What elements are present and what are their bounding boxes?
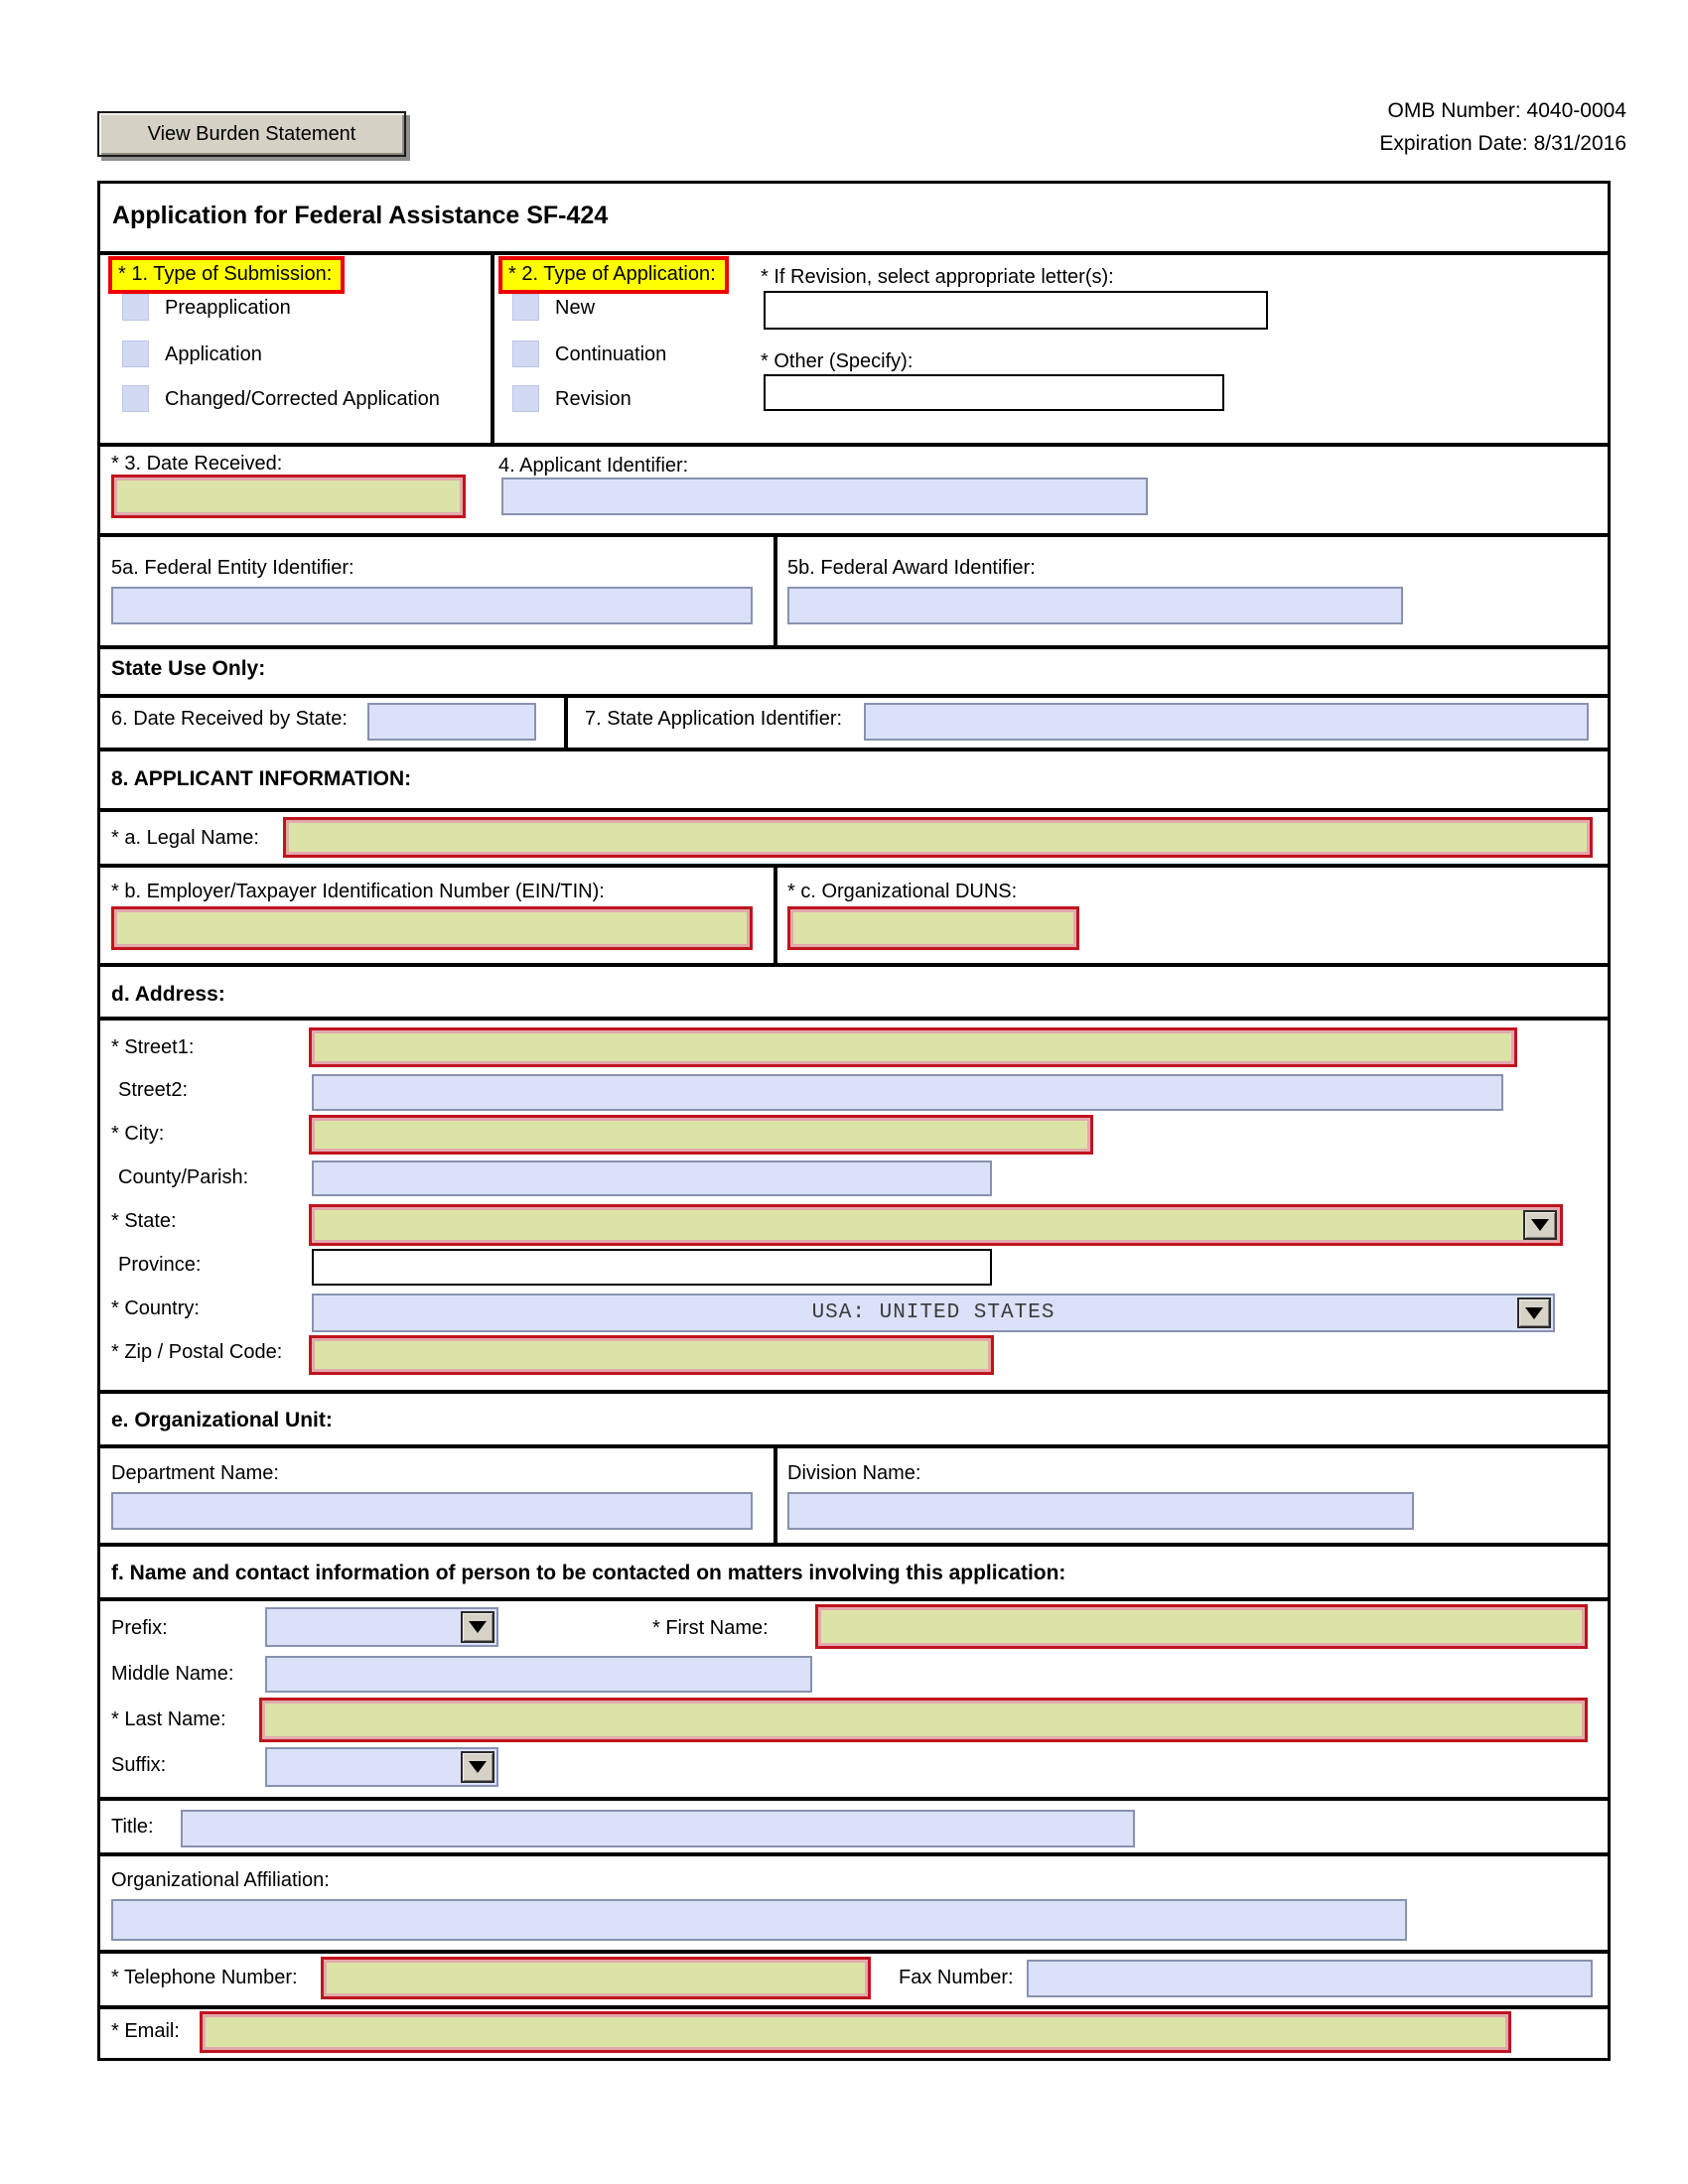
fax-input[interactable] bbox=[1027, 1960, 1593, 1997]
fax-label: Fax Number: bbox=[899, 1967, 1014, 1988]
sf424-form bbox=[97, 181, 1611, 2061]
prefix-dropdown-arrow-icon[interactable] bbox=[461, 1611, 494, 1643]
duns-label: * c. Organizational DUNS: bbox=[787, 881, 1018, 902]
county-parish-input[interactable] bbox=[312, 1160, 992, 1196]
view-burden-statement-button[interactable]: View Burden Statement bbox=[97, 111, 406, 157]
divider bbox=[774, 533, 777, 645]
street1-label: * Street1: bbox=[111, 1036, 195, 1058]
omb-number-text: OMB Number: 4040-0004 bbox=[1387, 99, 1626, 122]
last-name-label: * Last Name: bbox=[111, 1708, 226, 1730]
country-value: USA: UNITED STATES bbox=[811, 1301, 1055, 1324]
org-unit-section-label: e. Organizational Unit: bbox=[111, 1409, 333, 1432]
divider bbox=[100, 1797, 1608, 1801]
if-revision-label: * If Revision, select appropriate letter(s): bbox=[761, 266, 1114, 288]
suffix-dropdown-arrow-icon[interactable] bbox=[461, 1751, 494, 1783]
other-specify-input[interactable] bbox=[764, 374, 1224, 411]
applicant-identifier-input[interactable] bbox=[501, 478, 1148, 515]
date-received-label: * 3. Date Received: bbox=[111, 453, 283, 475]
divider bbox=[100, 1444, 1608, 1448]
state-dropdown-arrow-icon[interactable] bbox=[1523, 1210, 1557, 1240]
suffix-dropdown[interactable] bbox=[265, 1747, 498, 1787]
federal-award-identifier-input[interactable] bbox=[787, 587, 1403, 624]
revision-letters-input[interactable] bbox=[764, 291, 1268, 330]
state-use-only-label: State Use Only: bbox=[111, 657, 266, 680]
first-name-label: * First Name: bbox=[652, 1617, 769, 1639]
state-application-identifier-input[interactable] bbox=[864, 703, 1589, 741]
changed-corrected-label: Changed/Corrected Application bbox=[165, 388, 440, 410]
department-name-label: Department Name: bbox=[111, 1462, 279, 1484]
divider bbox=[100, 864, 1608, 868]
divider bbox=[100, 1852, 1608, 1856]
federal-award-identifier-label: 5b. Federal Award Identifier: bbox=[787, 557, 1036, 579]
country-label: * Country: bbox=[111, 1297, 200, 1319]
divider bbox=[100, 694, 1608, 698]
new-label: New bbox=[555, 297, 596, 319]
middle-name-label: Middle Name: bbox=[111, 1663, 234, 1685]
other-specify-label: * Other (Specify): bbox=[761, 350, 914, 372]
org-affiliation-label: Organizational Affiliation: bbox=[111, 1869, 330, 1891]
type-of-submission-label: * 1. Type of Submission: bbox=[108, 256, 345, 294]
state-dropdown[interactable] bbox=[309, 1204, 1563, 1246]
federal-entity-identifier-input[interactable] bbox=[111, 587, 753, 624]
date-received-by-state-input[interactable] bbox=[367, 703, 536, 741]
expiration-date-text: Expiration Date: 8/31/2016 bbox=[1379, 132, 1626, 155]
divider bbox=[774, 1444, 777, 1543]
application-label: Application bbox=[165, 343, 262, 365]
department-name-input[interactable] bbox=[111, 1492, 753, 1530]
applicant-identifier-label: 4. Applicant Identifier: bbox=[498, 455, 689, 477]
city-label: * City: bbox=[111, 1123, 165, 1145]
application-checkbox[interactable] bbox=[122, 341, 149, 367]
divider bbox=[100, 808, 1608, 812]
divider bbox=[100, 533, 1608, 537]
street2-label: Street2: bbox=[118, 1079, 189, 1101]
division-name-label: Division Name: bbox=[787, 1462, 921, 1484]
street2-input[interactable] bbox=[312, 1074, 1503, 1111]
first-name-input[interactable] bbox=[815, 1604, 1588, 1649]
changed-corrected-checkbox[interactable] bbox=[122, 385, 149, 412]
email-input[interactable] bbox=[200, 2011, 1511, 2053]
form-title: Application for Federal Assistance SF-424 bbox=[112, 202, 609, 229]
revision-checkbox[interactable] bbox=[512, 385, 539, 412]
country-dropdown-arrow-icon[interactable] bbox=[1517, 1297, 1551, 1328]
title-input[interactable] bbox=[181, 1810, 1135, 1847]
divider bbox=[100, 1950, 1608, 1954]
divider bbox=[100, 748, 1608, 751]
divider bbox=[564, 694, 568, 748]
preapplication-label: Preapplication bbox=[165, 297, 291, 319]
ein-label: * b. Employer/Taxpayer Identification Number (EIN/TIN): bbox=[111, 881, 605, 902]
divider bbox=[100, 645, 1608, 649]
divider bbox=[100, 2005, 1608, 2009]
divider bbox=[100, 443, 1608, 447]
legal-name-label: * a. Legal Name: bbox=[111, 827, 259, 849]
org-affiliation-input[interactable] bbox=[111, 1899, 1407, 1941]
suffix-label: Suffix: bbox=[111, 1754, 167, 1776]
county-parish-label: County/Parish: bbox=[118, 1166, 249, 1188]
divider bbox=[100, 1597, 1608, 1601]
preapplication-checkbox[interactable] bbox=[122, 294, 149, 321]
telephone-label: * Telephone Number: bbox=[111, 1967, 298, 1988]
date-received-input[interactable] bbox=[111, 475, 466, 518]
legal-name-input[interactable] bbox=[283, 817, 1593, 858]
country-dropdown[interactable] bbox=[312, 1294, 1555, 1332]
province-input[interactable] bbox=[312, 1249, 992, 1286]
divider bbox=[100, 1017, 1608, 1021]
divider bbox=[100, 963, 1608, 967]
province-label: Province: bbox=[118, 1254, 202, 1276]
divider bbox=[491, 251, 494, 443]
divider bbox=[774, 864, 777, 963]
ein-input[interactable] bbox=[111, 906, 753, 950]
date-received-by-state-label: 6. Date Received by State: bbox=[111, 708, 348, 730]
zip-label: * Zip / Postal Code: bbox=[111, 1341, 283, 1363]
duns-input[interactable] bbox=[787, 906, 1079, 950]
continuation-checkbox[interactable] bbox=[512, 341, 539, 367]
divider bbox=[100, 1390, 1608, 1394]
zip-input[interactable] bbox=[309, 1335, 994, 1375]
last-name-input[interactable] bbox=[259, 1698, 1588, 1742]
divider bbox=[100, 1543, 1608, 1547]
street1-input[interactable] bbox=[309, 1027, 1517, 1067]
applicant-information-label: 8. APPLICANT INFORMATION: bbox=[111, 767, 412, 790]
prefix-dropdown[interactable] bbox=[265, 1607, 498, 1647]
telephone-input[interactable] bbox=[321, 1957, 871, 1999]
new-checkbox[interactable] bbox=[512, 294, 539, 321]
revision-label: Revision bbox=[555, 388, 632, 410]
divider bbox=[100, 251, 1608, 255]
federal-entity-identifier-label: 5a. Federal Entity Identifier: bbox=[111, 557, 354, 579]
address-section-label: d. Address: bbox=[111, 983, 225, 1006]
prefix-label: Prefix: bbox=[111, 1617, 168, 1639]
contact-section-label: f. Name and contact information of person to be contacted on matters involving this application: bbox=[111, 1562, 1066, 1584]
title-label: Title: bbox=[111, 1816, 154, 1838]
middle-name-input[interactable] bbox=[265, 1656, 812, 1693]
state-label: * State: bbox=[111, 1210, 177, 1232]
continuation-label: Continuation bbox=[555, 343, 667, 365]
email-label: * Email: bbox=[111, 2020, 180, 2042]
type-of-application-label: * 2. Type of Application: bbox=[498, 256, 729, 294]
city-input[interactable] bbox=[309, 1115, 1093, 1155]
state-application-identifier-label: 7. State Application Identifier: bbox=[585, 708, 843, 730]
division-name-input[interactable] bbox=[787, 1492, 1414, 1530]
